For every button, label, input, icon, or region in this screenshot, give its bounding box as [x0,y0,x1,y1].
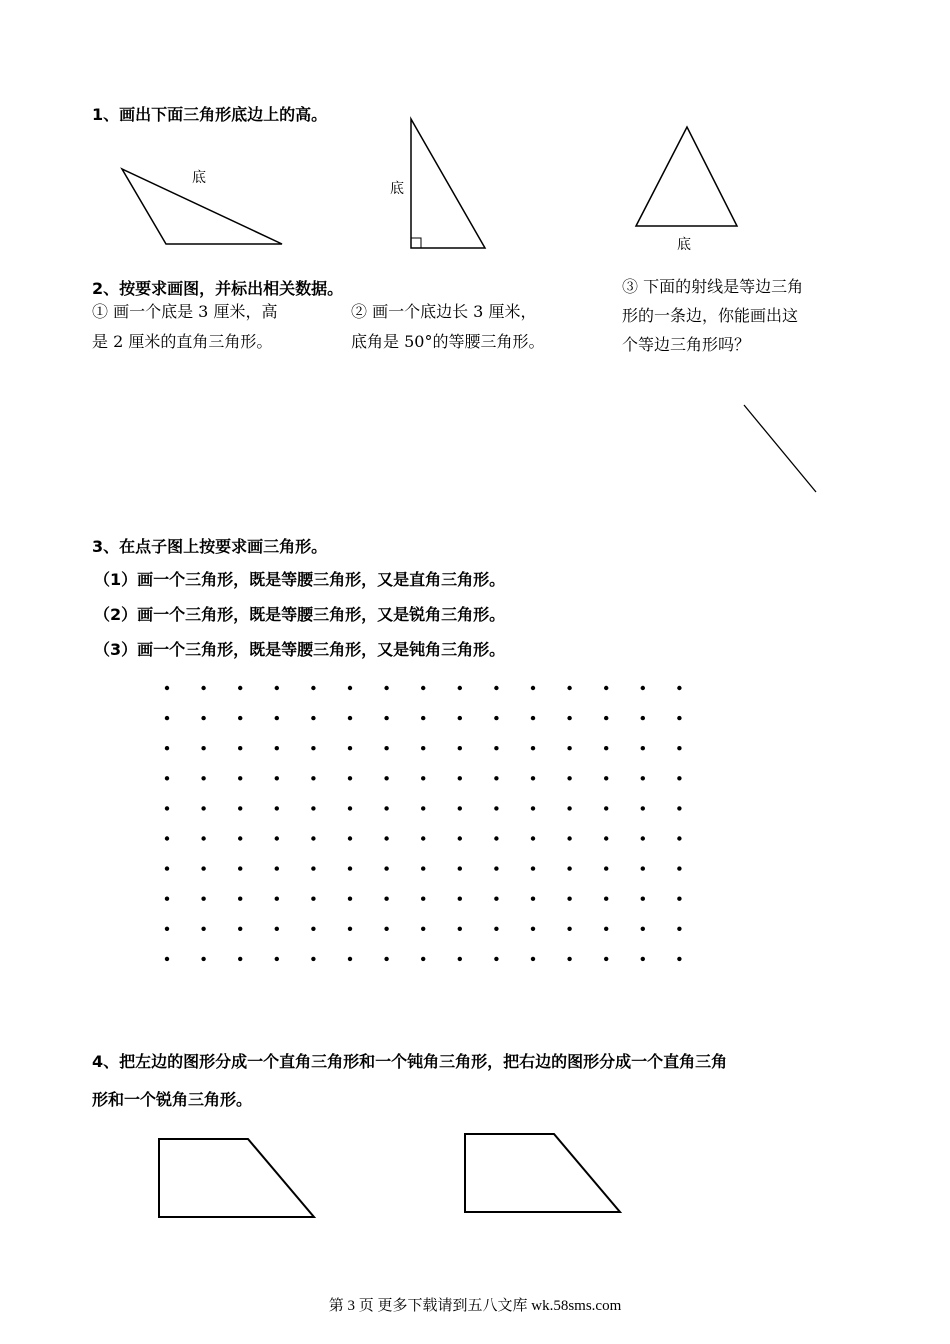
grid-dot[interactable] [311,686,315,690]
grid-dot[interactable] [201,806,205,810]
grid-dot[interactable] [531,836,535,840]
grid-dot[interactable] [348,716,352,720]
grid-dot[interactable] [275,897,279,901]
grid-dot[interactable] [384,806,388,810]
grid-dot[interactable] [567,866,571,870]
q2-item3-line2: 形的一条边，你能画出这 [622,306,799,325]
grid-dot[interactable] [421,927,425,931]
grid-dot[interactable] [494,716,498,720]
grid-dot[interactable] [458,836,462,840]
grid-dot[interactable] [165,776,169,780]
q4-line2: 形和一个锐角三角形。 [92,1090,253,1109]
grid-dot[interactable] [458,746,462,750]
q1-right-base-label: 底 [390,181,404,197]
grid-dot[interactable] [275,716,279,720]
grid-dot[interactable] [531,776,535,780]
grid-dot[interactable] [348,746,352,750]
grid-dot[interactable] [567,897,571,901]
grid-dot[interactable] [238,716,242,720]
grid-dot[interactable] [275,776,279,780]
grid-dot[interactable] [531,927,535,931]
grid-dot[interactable] [348,686,352,690]
grid-dot[interactable] [494,897,498,901]
grid-dot[interactable] [238,897,242,901]
grid-dot[interactable] [421,686,425,690]
grid-dot[interactable] [201,716,205,720]
q3-sub2: （2）画一个三角形，既是等腰三角形，又是锐角三角形。 [94,605,506,624]
grid-dot[interactable] [348,897,352,901]
grid-dot[interactable] [384,746,388,750]
grid-dot[interactable] [641,716,645,720]
grid-dot[interactable] [275,686,279,690]
grid-dot[interactable] [275,806,279,810]
grid-dot[interactable] [165,897,169,901]
q2-item1-line2: 是 2 厘米的直角三角形。 [92,332,273,351]
grid-dot[interactable] [531,866,535,870]
grid-dot[interactable] [421,746,425,750]
grid-dot[interactable] [641,686,645,690]
q2-item3-line3: 个等边三角形吗？ [622,335,751,354]
grid-dot[interactable] [494,866,498,870]
grid-dot[interactable] [494,957,498,961]
q3-title: 3、在点子图上按要求画三角形。 [92,537,328,556]
grid-dot[interactable] [384,776,388,780]
grid-dot[interactable] [238,927,242,931]
q2-item1-line1: ① 画一个底是 3 厘米，高 [92,302,278,321]
grid-dot[interactable] [458,866,462,870]
grid-dot[interactable] [604,836,608,840]
grid-dot[interactable] [567,716,571,720]
grid-dot[interactable] [531,897,535,901]
grid-dot[interactable] [677,866,681,870]
grid-dot[interactable] [531,686,535,690]
grid-dot[interactable] [275,746,279,750]
grid-dot[interactable] [311,927,315,931]
grid-dot[interactable] [275,866,279,870]
grid-dot[interactable] [531,957,535,961]
grid-dot[interactable] [531,746,535,750]
grid-dot[interactable] [384,866,388,870]
grid-dot[interactable] [567,957,571,961]
grid-dot[interactable] [641,776,645,780]
grid-dot[interactable] [458,957,462,961]
grid-dot[interactable] [165,866,169,870]
grid-dot[interactable] [275,927,279,931]
grid-dot[interactable] [348,866,352,870]
q1-title: 1、画出下面三角形底边上的高。 [92,105,328,124]
grid-dot[interactable] [677,716,681,720]
grid-dot[interactable] [567,776,571,780]
grid-dot[interactable] [604,957,608,961]
grid-dot[interactable] [165,806,169,810]
grid-dot[interactable] [384,927,388,931]
grid-dot[interactable] [677,836,681,840]
grid-dot[interactable] [494,746,498,750]
grid-dot[interactable] [641,806,645,810]
grid-dot[interactable] [421,957,425,961]
grid-dot[interactable] [348,927,352,931]
q2-item2-line2: 底角是 50°的等腰三角形。 [351,332,545,351]
grid-dot[interactable] [238,957,242,961]
grid-dot[interactable] [384,686,388,690]
grid-dot[interactable] [348,806,352,810]
grid-dot[interactable] [165,686,169,690]
grid-dot[interactable] [421,897,425,901]
grid-dot[interactable] [421,776,425,780]
grid-dot[interactable] [604,716,608,720]
grid-dot[interactable] [275,957,279,961]
grid-dot[interactable] [494,927,498,931]
grid-dot[interactable] [604,866,608,870]
grid-dot[interactable] [567,927,571,931]
grid-dot[interactable] [311,957,315,961]
q1-acute-base-label: 底 [677,237,691,253]
grid-dot[interactable] [238,776,242,780]
grid-dot[interactable] [641,957,645,961]
grid-dot[interactable] [677,957,681,961]
grid-dot[interactable] [311,806,315,810]
grid-dot[interactable] [165,716,169,720]
grid-dot[interactable] [201,957,205,961]
grid-dot[interactable] [384,716,388,720]
grid-dot[interactable] [494,776,498,780]
q4-line1: 4、把左边的图形分成一个直角三角形和一个钝角三角形，把右边的图形分成一个直角三角 [92,1052,728,1071]
grid-dot[interactable] [311,866,315,870]
grid-dot[interactable] [201,897,205,901]
grid-dot[interactable] [201,776,205,780]
grid-dot[interactable] [238,836,242,840]
grid-dot[interactable] [165,957,169,961]
grid-dot[interactable] [494,836,498,840]
grid-dot[interactable] [421,866,425,870]
grid-dot[interactable] [238,746,242,750]
grid-dot[interactable] [384,957,388,961]
grid-dot[interactable] [641,836,645,840]
grid-dot[interactable] [238,866,242,870]
grid-dot[interactable] [677,927,681,931]
grid-dot[interactable] [604,927,608,931]
grid-dot[interactable] [348,957,352,961]
grid-dot[interactable] [348,776,352,780]
grid-dot[interactable] [458,716,462,720]
grid-dot[interactable] [677,897,681,901]
q2-title: 2、按要求画图，并标出相关数据。 [92,279,344,298]
grid-dot[interactable] [458,897,462,901]
grid-dot[interactable] [458,686,462,690]
grid-dot[interactable] [458,806,462,810]
grid-dot[interactable] [567,686,571,690]
grid-dot[interactable] [421,836,425,840]
grid-dot[interactable] [421,716,425,720]
grid-dot[interactable] [201,686,205,690]
grid-dot[interactable] [311,746,315,750]
grid-dot[interactable] [275,836,279,840]
grid-dot[interactable] [567,806,571,810]
grid-dot[interactable] [604,776,608,780]
grid-dot[interactable] [677,776,681,780]
grid-dot[interactable] [421,806,425,810]
grid-dot[interactable] [201,836,205,840]
grid-dot[interactable] [641,927,645,931]
grid-dot[interactable] [604,686,608,690]
q3-sub3: （3）画一个三角形，既是等腰三角形，又是钝角三角形。 [94,640,506,659]
grid-dot[interactable] [677,806,681,810]
page-footer: 第 3 页 更多下载请到五八文库 wk.58sms.com [328,1298,622,1314]
grid-dot[interactable] [384,897,388,901]
grid-dot[interactable] [165,927,169,931]
grid-dot[interactable] [311,897,315,901]
grid-dot[interactable] [238,686,242,690]
grid-dot[interactable] [531,806,535,810]
grid-dot[interactable] [604,806,608,810]
q2-item3-line1: ③ 下面的射线是等边三角 [622,277,804,296]
grid-dot[interactable] [641,746,645,750]
grid-dot[interactable] [677,686,681,690]
grid-dot[interactable] [201,746,205,750]
grid-dot[interactable] [494,686,498,690]
grid-dot[interactable] [641,866,645,870]
grid-dot[interactable] [165,746,169,750]
grid-dot[interactable] [201,866,205,870]
grid-dot[interactable] [494,806,498,810]
q3-sub1: （1）画一个三角形，既是等腰三角形，又是直角三角形。 [94,570,506,589]
grid-dot[interactable] [165,836,169,840]
grid-dot[interactable] [311,716,315,720]
grid-dot[interactable] [458,776,462,780]
grid-dot[interactable] [311,776,315,780]
grid-dot[interactable] [348,836,352,840]
grid-dot[interactable] [567,746,571,750]
grid-dot[interactable] [604,897,608,901]
q1-obtuse-base-label: 底 [192,170,206,186]
grid-dot[interactable] [384,836,388,840]
grid-dot[interactable] [311,836,315,840]
grid-dot[interactable] [641,897,645,901]
grid-dot[interactable] [238,806,242,810]
q2-item2-line1: ② 画一个底边长 3 厘米， [351,302,537,321]
grid-dot[interactable] [531,716,535,720]
grid-dot[interactable] [567,836,571,840]
grid-dot[interactable] [458,927,462,931]
grid-dot[interactable] [604,746,608,750]
grid-dot[interactable] [677,746,681,750]
grid-dot[interactable] [201,927,205,931]
